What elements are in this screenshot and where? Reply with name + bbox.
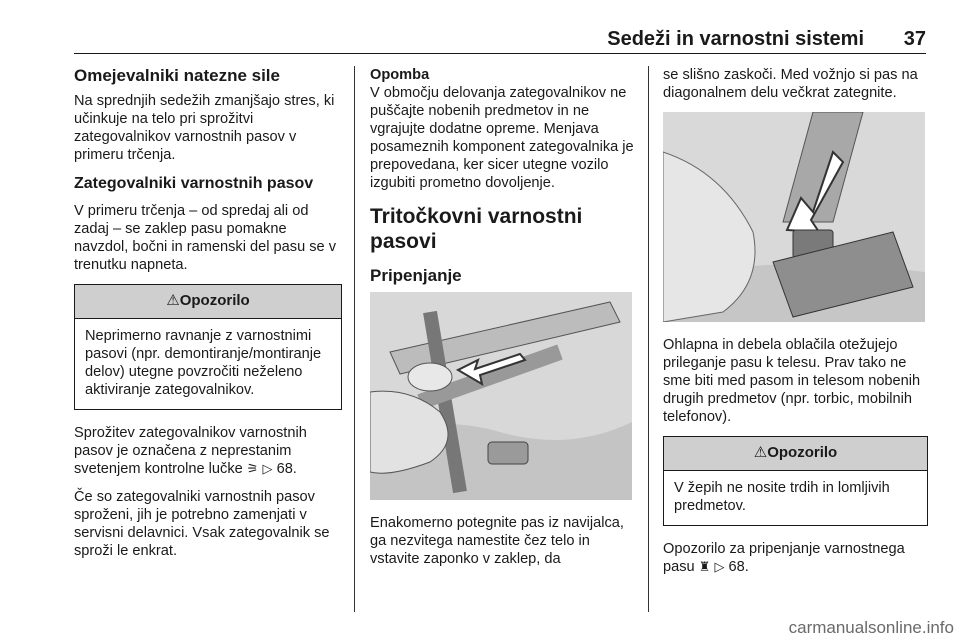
heading-limiters: Omejevalniki natezne sile	[74, 66, 280, 85]
warning-label: Opozorilo	[179, 292, 250, 309]
page-reference-triangle-icon: ▷	[262, 461, 273, 476]
activation-text: Sprožitev zategovalnikov varnostnih pasov je označena z neprestanim svetenjem kontrolne lučke	[74, 425, 307, 477]
column-divider-2	[648, 66, 649, 612]
seatbelt-reminder-icon: ♜	[698, 559, 711, 574]
heading-tensioners: Zategovalniki varnostnih pasov	[74, 175, 314, 192]
buckle-illustration	[663, 112, 925, 322]
buckle-illustration-svg	[663, 112, 925, 322]
paragraph-click: se slišno zaskoči. Med vožnjo si pas na diagonalnem delu večkrat zategnite.	[663, 67, 918, 101]
warning-triangle-icon: ⚠	[753, 444, 768, 461]
airbag-warning-icon: ⚞	[246, 461, 259, 476]
note-title: Opomba	[370, 67, 430, 83]
paragraph-replace: Če so zategovalniki varnostnih pasov sproženi, jih je potrebno zamenjati v servisni delavnici. Vsak zategovalnik se sproži le enkrat.	[74, 489, 330, 559]
column-1	[74, 66, 342, 570]
warning-box	[74, 284, 342, 410]
warning-label-2: Opozorilo	[767, 444, 838, 461]
paragraph-activation	[74, 424, 342, 478]
column-divider-1	[354, 66, 355, 612]
warning-box-2	[663, 436, 928, 526]
fastening-illustration	[370, 292, 632, 500]
warning-text-2: V žepih ne nosite trdih in lomljivih predmetov.	[674, 480, 890, 514]
heading-fasten: Pripenjanje	[370, 266, 462, 285]
column-3	[663, 66, 928, 586]
reminder-text: Opozorilo za pripenjanje varnostnega pasu	[663, 541, 905, 575]
watermark: carmanualsonline.info	[788, 618, 954, 637]
paragraph-reminder	[663, 540, 928, 576]
warning-header	[75, 285, 341, 319]
warning-text: Neprimerno ravnanje z varnostnimi pasovi (npr. demontiranje/montiranje delov) utegne povzročiti neželeno aktiviranje zategovalnikov.	[85, 328, 322, 398]
page-number: 37	[903, 28, 926, 50]
paragraph-tensioners: V primeru trčenja – od spredaj ali od zadaj – se zaklep pasu pomakne navzdol, bočni in ramenski del pasu se v trenutku napneta.	[74, 203, 337, 273]
page-header	[74, 24, 926, 54]
section-title: Sedeži in varnostni sistemi	[607, 28, 864, 50]
column-2	[370, 66, 638, 578]
fastening-illustration-svg	[370, 292, 632, 500]
warning-triangle-icon: ⚠	[166, 292, 180, 309]
warning-header-2	[664, 437, 927, 471]
page-reference-triangle-icon: ▷	[714, 559, 725, 574]
paragraph-clothing: Ohlapna in debela oblačila otežujejo prileganje pasu k telesu. Prav tako ne sme biti med pasom in telesom nobenih drugih predmetov (npr. torbic, mobilnih telefonov).	[663, 337, 921, 425]
activation-ref: 68.	[276, 461, 297, 477]
reminder-ref: 68.	[728, 559, 749, 575]
paragraph-limiters: Na sprednjih sedežih zmanjšajo stres, ki učinkuje na telo pri sprožitvi zategovalnikov varnostnih pasov v primeru trčenja.	[74, 93, 335, 163]
note-text: V območju delovanja zategovalnikov ne puščajte nobenih predmetov in ne vgrajujte dodatne opreme. Menjava posameznih komponent zategovalnika je prepovedana, ker sicer utegne vozilo izgubiti prometno dovoljenje.	[370, 85, 634, 191]
heading-threepoint: Tritočkovni varnostni pasovi	[370, 205, 583, 253]
paragraph-fasten: Enakomerno potegnite pas iz navijalca, ga nezvitega namestite čez telo in vstavite zaponko v zaklep, da	[370, 515, 624, 567]
header-rule	[74, 53, 926, 55]
